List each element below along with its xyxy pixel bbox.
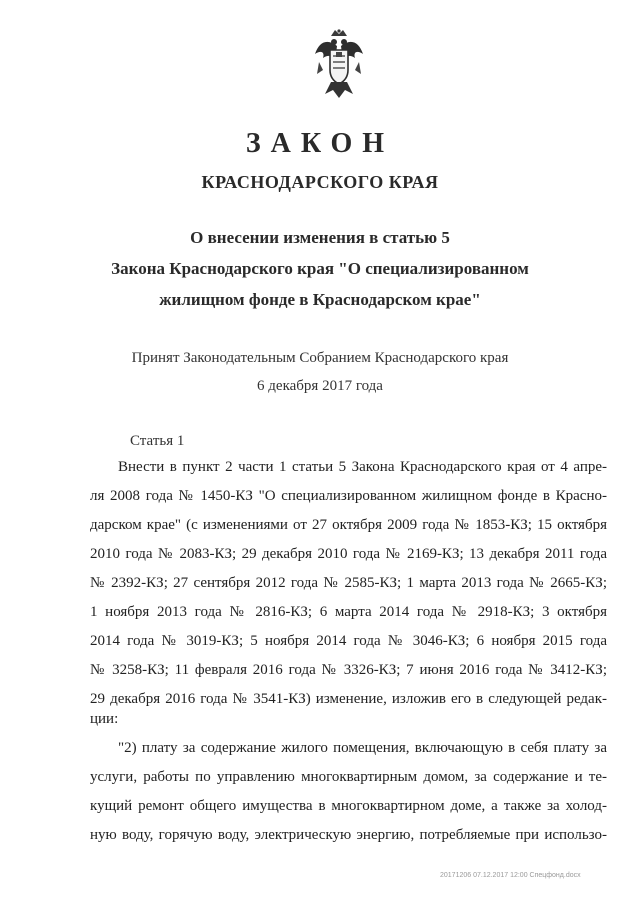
footer-stamp: 20171206 07.12.2017 12:00 Спецфонд.docx — [440, 872, 581, 879]
body-text-line: кущий ремонт общего имущества в многоквартирном доме, а также за холод- — [90, 798, 607, 814]
body-text-line: ции: — [90, 711, 119, 727]
document-title-line: О внесении изменения в статью 5 — [190, 228, 450, 247]
body-text-line: ную воду, горячую воду, электрическую энергию, потребляемые при использо- — [90, 827, 607, 843]
law-heading: ЗАКОН — [245, 128, 395, 159]
adoption-statement: Принят Законодательным Собранием Краснодарского края — [131, 350, 509, 366]
body-text-line: ля 2008 года № 1450-КЗ "О специализированном жилищном фонде в Красно- — [90, 488, 607, 504]
body-text-line: 1 ноября 2013 года № 2816-КЗ; 6 марта 2014 года № 2918-КЗ; 3 октября — [90, 604, 607, 620]
body-text-line: 29 декабря 2016 года № 3541-КЗ) изменение, изложив его в следующей редак- — [90, 691, 607, 707]
article-label: Статья 1 — [130, 433, 185, 449]
body-text-line: "2) плату за содержание жилого помещения, включающую в себя плату за — [118, 740, 607, 756]
body-text-line: 2014 года № 3019-КЗ; 5 ноября 2014 года № 3046-КЗ; 6 ноября 2015 года — [90, 633, 607, 649]
body-text-line: Внести в пункт 2 части 1 статьи 5 Закона Краснодарского края от 4 апре- — [118, 459, 607, 475]
region-heading: КРАСНОДАРСКОГО КРАЯ — [201, 172, 439, 192]
adoption-date: 6 декабря 2017 года — [257, 378, 383, 394]
coat-of-arms-emblem — [313, 28, 365, 100]
body-text-line: 2010 года № 2083-КЗ; 29 декабря 2010 года № 2169-КЗ; 13 декабря 2011 года — [90, 546, 607, 562]
document-title-line: Закона Краснодарского края "О специализированном — [111, 259, 529, 278]
body-text-line: № 2392-КЗ; 27 сентября 2012 года № 2585-КЗ; 1 марта 2013 года № 2665-КЗ; — [90, 575, 607, 591]
document-title-line: жилищном фонде в Краснодарском крае" — [159, 290, 481, 309]
body-text-line: дарском крае" (с изменениями от 27 октября 2009 года № 1853-КЗ; 15 октября — [90, 517, 607, 533]
body-text-line: услуги, работы по управлению многоквартирным домом, за содержание и те- — [90, 769, 607, 785]
body-text-line: № 3258-КЗ; 11 февраля 2016 года № 3326-КЗ; 7 июня 2016 года № 3412-КЗ; — [90, 662, 607, 678]
